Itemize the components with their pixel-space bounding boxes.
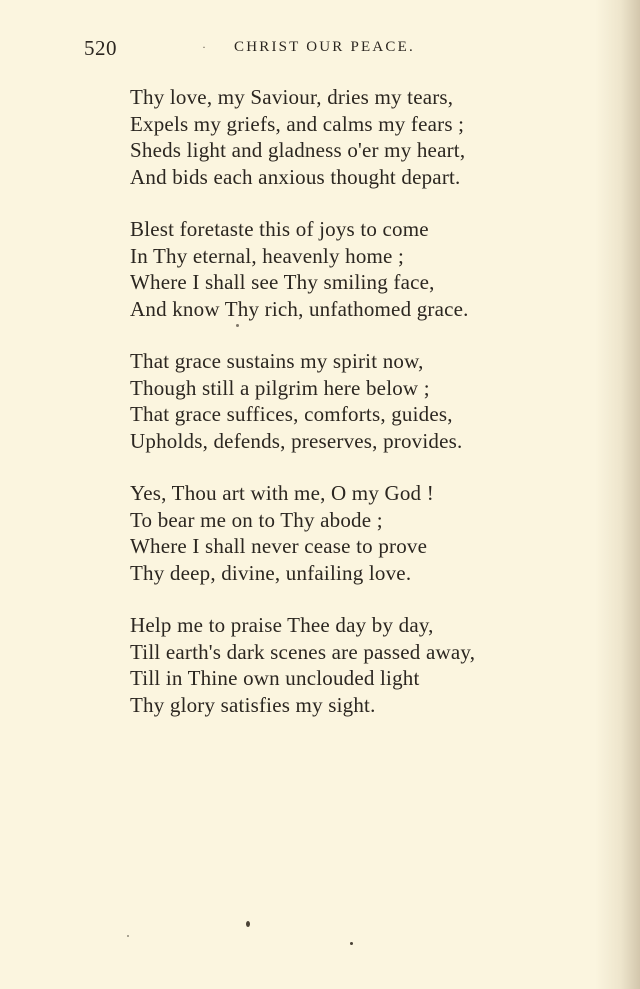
page-number: 520 [84,36,117,60]
poem-line: That grace sustains my spirit now, [130,349,424,373]
poem-line: In Thy eternal, heavenly home ; [130,243,405,268]
poem-line: To bear me on to Thy abode ; [130,507,383,532]
paper-speck [127,935,129,937]
header-separator: · [202,40,206,54]
poem-line: That grace suffices, comforts, guides, [130,402,453,426]
poem-line: Thy deep, divine, unfailing love. [130,560,412,585]
poem-line: Thy glory satisfies my sight. [130,692,376,717]
stanza-1 [130,84,570,190]
stanza-4 [130,480,570,586]
poem-line: Thy love, my Saviour, dries my tears, [130,85,454,109]
poem-line: Till earth's dark scenes are passed away, [130,639,476,664]
paper-speck [350,942,353,945]
running-title: CHRIST OUR PEACE. [234,39,415,55]
poem-line: And know Thy rich, unfathomed grace. [130,296,469,321]
poem-line: Upholds, defends, preserves, provides. [130,428,463,453]
poem-line: Where I shall never cease to prove [130,534,428,558]
poem-line: Expels my griefs, and calms my fears ; [130,111,465,136]
poem-line: Till in Thine own unclouded light [130,666,420,690]
stanza-3 [130,348,570,454]
poem-line: Where I shall see Thy smiling face, [130,270,435,294]
poem-line: Though still a pilgrim here below ; [130,375,430,400]
stanza-5 [130,612,570,718]
paper-speck [246,921,250,927]
stanza-2 [130,216,570,322]
poem-line: Blest foretaste this of joys to come [130,217,429,241]
poem-line: And bids each anxious thought depart. [130,164,461,189]
page-header [84,36,544,60]
poem-line: Yes, Thou art with me, O my God ! [130,481,434,505]
poem [130,84,570,744]
poem-line: Sheds light and gladness o'er my heart, [130,138,466,162]
poem-line: Help me to praise Thee day by day, [130,613,434,637]
paper-speck [236,324,239,327]
